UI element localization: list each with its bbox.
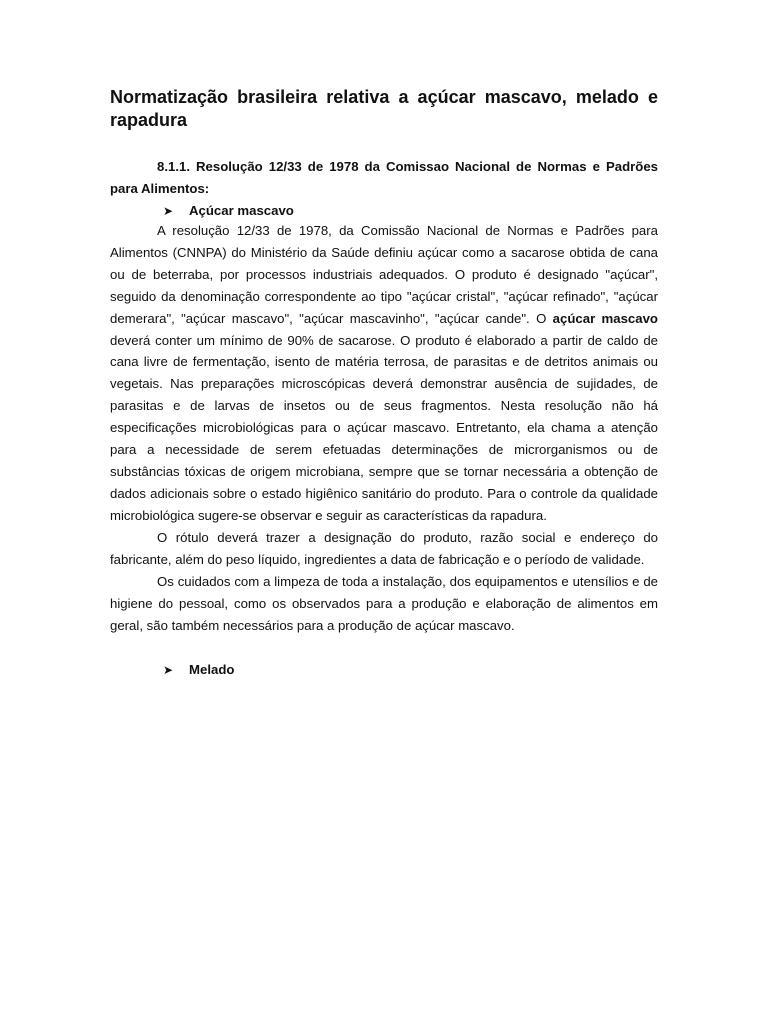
- document-title: Normatização brasileira relativa a açúcar mascavo, melado e rapadura: [110, 87, 658, 130]
- paragraph-hygiene: Os cuidados com a limpeza de toda a instalação, dos equipamentos e utensílios e de higiene do pessoal, como os observados para a produção e elaboração de alimentos em geral, são também necessários para a produção de açúcar mascavo.: [110, 574, 658, 633]
- paragraph-text: A resolução 12/33 de 1978, da Comissão Nacional de Normas e Padrões para Alimentos (CNNPA) do Ministério da Saúde definiu açúcar como a sacarose obtida de cana ou de beterraba, por processos industriais adequados. O produto é designado "açúcar", seguido da denominação correspondente ao tipo "açúcar cristal", "açúcar refinado", "açúcar demerara", "açúcar mascavo", "açúcar mascavinho", "açúcar cande". O: [110, 223, 658, 326]
- section-heading: 8.1.1. Resolução 12/33 de 1978 da Comissao Nacional de Normas e Padrões para Alimentos:: [110, 159, 658, 196]
- arrowhead-bullet-icon: ➤: [163, 663, 174, 677]
- bullet-label: Açúcar mascavo: [189, 203, 294, 218]
- bold-term: açúcar mascavo: [552, 310, 658, 326]
- paragraph-resolution: [110, 220, 658, 527]
- paragraph-label: O rótulo deverá trazer a designação do produto, razão social e endereço do fabricante, além do peso líquido, ingredientes a data de fabricação e o período de validade.: [110, 530, 658, 567]
- bullet-melado: [163, 659, 234, 681]
- bullet-label: Melado: [189, 662, 235, 677]
- arrowhead-bullet-icon: ➤: [163, 204, 174, 218]
- bullet-acucar-mascavo: [163, 200, 294, 222]
- paragraph-text: deverá conter um mínimo de 90% de sacarose. O produto é elaborado a partir de caldo de cana livre de fermentação, isento de matéria terrosa, de parasitas e de detritos animais ou vegetais. Nas preparações microscópicas deverá demonstrar ausência de sujidades, de parasitas e de larvas de insetos ou de seus fragmentos. Nesta resolução não há especificações microbiológicas para o açúcar mascavo. Entretanto, ela chama a atenção para a necessidade de serem efetuadas determinações de microrganismos ou de substâncias tóxicas de origem microbiana, sempre que se tornar necessária a obtenção de dados adicionais sobre o estado higiênico sanitário do produto. Para o controle da qualidade microbiológica sugere-se observar e seguir as características da rapadura.: [110, 332, 658, 523]
